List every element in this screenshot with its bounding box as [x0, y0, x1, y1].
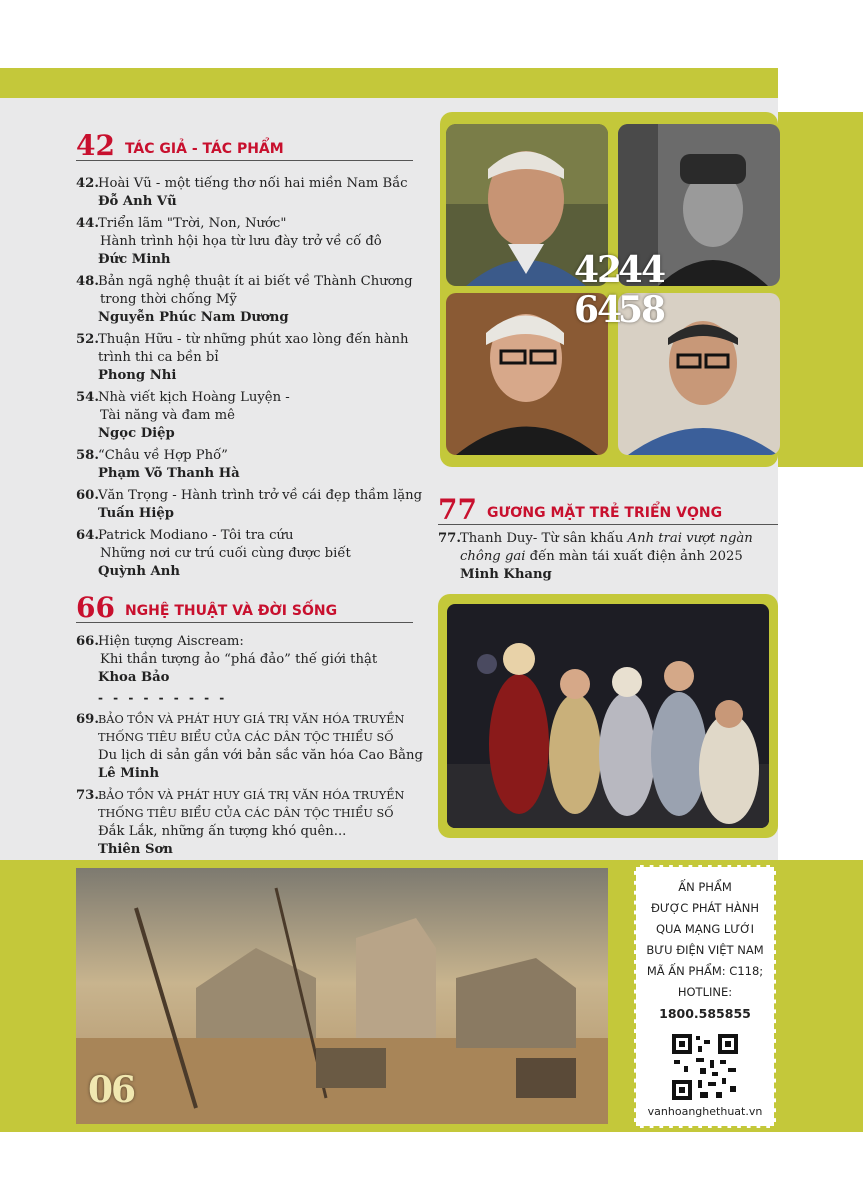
- right-accent-strip: [778, 112, 863, 467]
- entry-title-text: Thanh Duy- Từ sân khấu: [460, 531, 628, 546]
- entry-author: Phạm Võ Thanh Hà: [98, 466, 240, 481]
- pub-line: MÃ ẤN PHẨM: C118;: [646, 964, 764, 978]
- toc-entry-66[interactable]: [76, 633, 421, 687]
- entry-author: Đức Minh: [98, 252, 171, 267]
- entry-page-number: 58.: [76, 448, 99, 463]
- entry-author: Tuấn Hiệp: [98, 506, 174, 521]
- toc-entry-58[interactable]: [76, 447, 416, 483]
- entry-author: Ngọc Diệp: [98, 426, 175, 441]
- section-number: 77: [438, 493, 477, 526]
- section-title: NGHỆ THUẬT VÀ ĐỜI SỐNG: [124, 603, 338, 619]
- photo-page-number: 58: [618, 289, 665, 331]
- pub-line: ẤN PHẨM: [678, 880, 732, 894]
- entry-author: Thiên Sơn: [98, 842, 173, 857]
- entry-page-number: 54.: [76, 390, 99, 405]
- entry-title-line: Bản ngã nghệ thuật ít ai biết về Thành Chương: [98, 274, 413, 289]
- entry-title-line: [460, 530, 778, 548]
- toc-entry-73[interactable]: [76, 787, 421, 859]
- painting-page-number: 06: [88, 1069, 135, 1111]
- toc-entry-42[interactable]: [76, 175, 416, 211]
- entry-title-line: Hiện tượng Aiscream:: [98, 634, 244, 649]
- entry-title-line: Thuận Hữu - từ những phút xao lòng đến hành: [98, 332, 409, 347]
- section-header-nghe-thuat: [76, 589, 413, 623]
- entry-title-line: Triển lãm "Trời, Non, Nước": [98, 216, 287, 231]
- entry-title-line: THỐNG TIÊU BIỂU CỦA CÁC DÂN TỘC THIỂU SỐ: [98, 807, 394, 820]
- pub-line: ĐƯỢC PHÁT HÀNH: [651, 901, 759, 915]
- entry-page-number: 73.: [76, 788, 99, 803]
- entry-author: Lê Minh: [98, 766, 160, 781]
- entry-title-line: THỐNG TIÊU BIỂU CỦA CÁC DÂN TỘC THIỂU SỐ: [98, 731, 394, 744]
- entry-page-number: 60.: [76, 488, 99, 503]
- hotline-number[interactable]: 1800.585855: [659, 1006, 751, 1021]
- toc-section-2: [76, 633, 421, 863]
- toc-entry-64[interactable]: [76, 527, 416, 581]
- painting-war-scene[interactable]: [76, 868, 608, 1124]
- painting-image: [76, 868, 608, 1124]
- entry-title-line: “Châu về Hợp Phố”: [98, 448, 228, 463]
- entry-title-line: Văn Trọng - Hành trình trở về cái đẹp thầm lặng: [98, 488, 423, 503]
- entry-page-number: 44.: [76, 216, 99, 231]
- website-link[interactable]: vanhoanghethuat.vn: [647, 1105, 763, 1118]
- pub-line: BƯU ĐIỆN VIỆT NAM: [646, 943, 764, 957]
- entry-title-line: BẢO TỒN VÀ PHÁT HUY GIÁ TRỊ VĂN HÓA TRUYỀN: [98, 789, 405, 802]
- toc-entry-52[interactable]: [76, 331, 416, 385]
- dash-separator: - - - - - - - - -: [98, 691, 228, 705]
- photo-page-number: 42: [574, 249, 621, 291]
- section-number: 66: [76, 591, 115, 624]
- toc-section-1: [76, 175, 423, 585]
- entry-title-line: [460, 548, 778, 566]
- entry-title-italic: chông gai: [460, 549, 526, 564]
- entry-title-line: Hành trình hội họa từ lưu đày trở về cố đô: [100, 234, 382, 249]
- pub-text-block: [636, 867, 774, 1024]
- toc-entry-48[interactable]: [76, 273, 416, 327]
- entry-title-line: Những nơi cư trú cuối cùng được biết: [100, 546, 351, 561]
- entry-page-number: 64.: [76, 528, 99, 543]
- section-header-tac-gia: [76, 126, 413, 161]
- entry-page-number: 52.: [76, 332, 99, 347]
- publication-info-box: [634, 865, 776, 1128]
- entry-author: Nguyễn Phúc Nam Dương: [98, 310, 289, 325]
- entry-title-italic: Anh trai vượt ngàn: [627, 531, 753, 546]
- entry-title-line: Hoài Vũ - một tiếng thơ nối hai miền Nam Bắc: [98, 176, 408, 191]
- toc-entry-60[interactable]: [76, 487, 423, 523]
- entry-title-line: Khi thần tượng ảo “phá đảo” thế giới thật: [100, 652, 378, 667]
- entry-author: Đỗ Anh Vũ: [98, 194, 177, 209]
- entry-page-number: 48.: [76, 274, 99, 289]
- toc-entry-69[interactable]: [76, 711, 421, 783]
- section-title: GƯƠNG MẶT TRẺ TRIỂN VỌNG: [486, 505, 723, 521]
- entry-title-line: Đắk Lắk, những ấn tượng khó quên...: [98, 824, 347, 839]
- pub-line: HOTLINE:: [677, 985, 733, 999]
- section-header-guong-mat: [438, 490, 778, 525]
- entry-author: Quỳnh Anh: [98, 564, 180, 579]
- photo-page-number: 44: [618, 249, 665, 291]
- entry-title-line: trình thi ca bền bỉ: [98, 350, 219, 365]
- entry-title-line: Nhà viết kịch Hoàng Luyện -: [98, 390, 290, 405]
- entry-author: Khoa Bảo: [98, 670, 170, 685]
- entry-title-text: đến màn tái xuất điện ảnh 2025: [525, 549, 743, 564]
- top-band: [0, 68, 778, 98]
- qr-code-icon[interactable]: [670, 1032, 740, 1102]
- entry-page-number: 77.: [438, 531, 461, 546]
- entry-title-line: Du lịch di sản gắn với bản sắc văn hóa Cao Bằng: [98, 748, 423, 763]
- pub-line: QUA MẠNG LƯỚI: [655, 922, 755, 936]
- entry-author: Minh Khang: [460, 567, 552, 582]
- entry-page-number: 42.: [76, 176, 99, 191]
- entry-title-line: Patrick Modiano - Tôi tra cứu: [98, 528, 294, 543]
- entry-author: Phong Nhi: [98, 368, 177, 383]
- section-title: TÁC GIẢ - TÁC PHẨM: [124, 141, 284, 157]
- toc-section-3: [438, 530, 778, 588]
- entry-title-line: Tài năng và đam mê: [100, 408, 235, 423]
- photo-thanh-duy-concert[interactable]: [447, 604, 769, 828]
- section-number: 42: [76, 129, 115, 162]
- toc-entry-54[interactable]: [76, 389, 416, 443]
- concert-image: [447, 604, 769, 828]
- photo-page-number: 64: [574, 289, 621, 331]
- toc-entry-44[interactable]: [76, 215, 416, 269]
- entry-title-line: trong thời chống Mỹ: [100, 292, 237, 307]
- toc-entry-77[interactable]: [438, 530, 778, 584]
- entry-page-number: 69.: [76, 712, 99, 727]
- entry-page-number: 66.: [76, 634, 99, 649]
- entry-title-line: BẢO TỒN VÀ PHÁT HUY GIÁ TRỊ VĂN HÓA TRUYỀN: [98, 713, 405, 726]
